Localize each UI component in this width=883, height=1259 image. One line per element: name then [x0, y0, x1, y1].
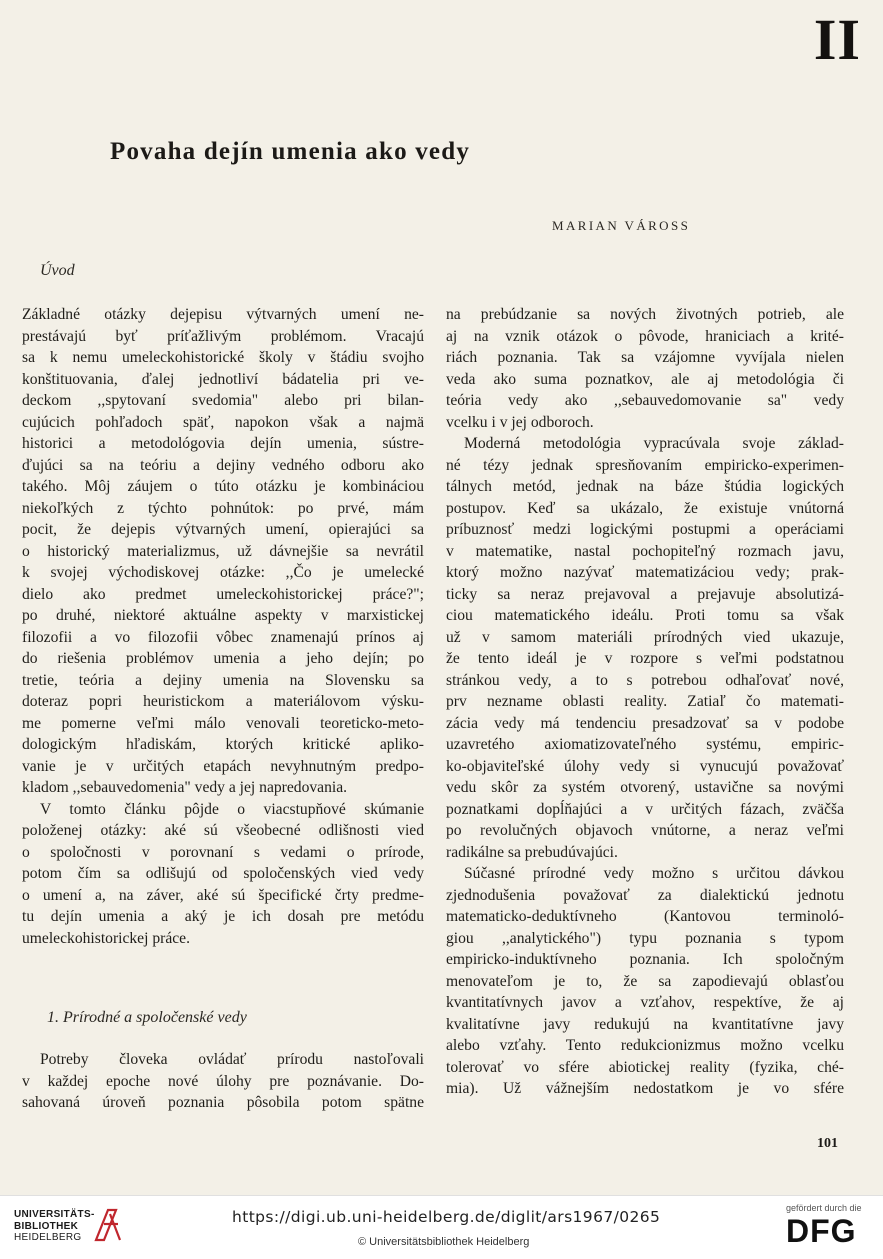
text-line: uzavretého axiomatizovateľného systému, empiric- — [446, 736, 844, 753]
text-line: položenej otázky: aké sú všeobecné odlišnosti vied — [22, 822, 424, 839]
text-line: po druhé, niektoré aktuálne aspekty v marxistickej — [22, 607, 424, 624]
section-heading-intro: Úvod — [40, 262, 75, 279]
text-line: radikálne sa prebudúvajúci. — [446, 843, 618, 861]
text-line: do riešenia problémov umenia a jeho dejín; po — [22, 650, 424, 667]
text-line: sahovaná úroveň poznania pôsobila potom spätne — [22, 1094, 424, 1111]
text-line: mia). Už vážnejším nedostatkom je vo sfére — [446, 1080, 844, 1097]
text-line: matematicko-deduktívneho (Kantovou terminoló- — [446, 908, 844, 925]
text-line: niekoľkých z týchto pohnútok: po prvé, mám — [22, 499, 424, 517]
text-line: Základné otázky dejepisu výtvarných umení ne- — [22, 306, 424, 323]
text-line: vedu skôr za systém otvorený, ustavične sa novými — [446, 779, 844, 796]
copyright-text: © Universitätsbibliothek Heidelberg — [358, 1236, 530, 1248]
page-number: 101 — [817, 1136, 838, 1151]
text-line: takého. Môj záujem o túto otázku je kombináciou — [22, 478, 424, 495]
text-line: giou ,,analytického") typu poznania s typom — [446, 929, 844, 947]
library-name — [14, 1209, 95, 1244]
text-line: me pomerne veľmi málo venovali teoreticko-meto- — [22, 714, 424, 732]
text-line: historici a metodológovia dejín umenia, sústre- — [22, 435, 424, 452]
text-line: veda ako suma poznatkov, ale aj metodológia či — [446, 370, 844, 388]
library-logo-icon — [92, 1204, 122, 1244]
text-line: zácia vedy má tendenciu presadzovať sa v podobe — [446, 714, 844, 732]
left-column-intro — [22, 304, 424, 949]
chapter-numeral: II — [813, 7, 861, 72]
text-line: vcelku i v jej odboroch. — [446, 413, 594, 431]
text-line: empiricko-induktívneho poznania. Ich spoločným — [446, 951, 844, 968]
text-line: konštituovania, ďalej jednotliví bádatelia pri ve- — [22, 370, 424, 388]
text-line: ciou matematického ideálu. Proti tomu sa však — [446, 607, 844, 624]
text-line: kladom ,,sebauvedomenia" vedy a jej napredovania. — [22, 779, 348, 796]
text-line: stránkou vedy, a to s potrebou odhaľovať nové, — [446, 671, 844, 689]
text-line: príbuznosť medzi logickými postupmi a operáciami — [446, 521, 844, 538]
text-line: doteraz popri heuristickom a materiálovom výsku- — [22, 693, 424, 710]
text-line: poznatkami dopĺňajúci a v určitých fázach, zväčša — [446, 800, 844, 818]
text-line: cujúcich pohľadoch späť, napokon však a najmä — [22, 413, 424, 431]
text-line: tu dejín umenia a aký je ich dosah pre metódu — [22, 908, 424, 925]
text-line: Súčasné prírodné vedy možno s určitou dávkou — [464, 865, 844, 882]
text-line: aj na vznik otázok o pôvode, hraniciach a krité- — [446, 327, 844, 345]
text-line: teória vedy ako ,,sebauvedomovanie sa" vedy — [446, 392, 844, 409]
text-line: ktorý možno nazývať matematizáciou vedy; prak- — [446, 564, 844, 581]
text-line: ticky sa neraz prejavoval a prejavuje absolutizá- — [446, 585, 844, 603]
text-line: sa k nemu umeleckohistorické školy v štádiu svojho — [22, 349, 424, 366]
text-line: o historický materializmus, už dávnejšie sa nevrátil — [22, 542, 424, 560]
text-line: v matematike, nastal pochopiteľný rozmach javu, — [446, 542, 844, 560]
library-line-2: BIBLIOTHEK — [14, 1220, 79, 1232]
text-line: už v samom materiáli prírodných vied ukazuje, — [446, 628, 844, 646]
text-line: deckom ,,spytovaní svedomia" alebo pri bilan- — [22, 392, 424, 409]
left-column-section-1 — [22, 1049, 424, 1114]
text-line: ko-objaviteľské úlohy vedy si vynucujú považovať — [446, 757, 844, 775]
text-line: dologickým hľadiskám, ktorých kritické apliko- — [22, 736, 424, 753]
footer-bar — [0, 1195, 883, 1259]
right-column — [446, 304, 844, 1100]
text-line: po revolučných objavoch vnútorne, a neraz veľmi — [446, 822, 844, 839]
text-line: né tézy jednak spresňovaním empiricko-experimen- — [446, 456, 844, 474]
permalink-url[interactable]: https://digi.ub.uni-heidelberg.de/diglit/ars1967/0265 — [232, 1208, 661, 1226]
text-line: v každej epoche nové úlohy pre poznávanie. Do- — [22, 1072, 424, 1090]
text-line: riách poznania. Tak sa vzájomne vyvíjala nielen — [446, 349, 844, 366]
text-line: pocit, že dejepis výtvarných umení, opierajúci sa — [22, 521, 424, 538]
funded-by-text: gefördert durch die — [786, 1203, 862, 1213]
text-line: filozofii a vo filozofii vôbec znamenajú prínos aj — [22, 628, 424, 646]
text-line: kvantitatívnych javov a vzťahov, respektíve, že aj — [446, 994, 844, 1011]
text-line: prestávajú byť príťažlivým problémom. Vracajú — [22, 327, 424, 345]
library-line-1: UNIVERSITÄTS- — [14, 1209, 95, 1220]
article-title: Povaha dejín umenia ako vedy — [110, 138, 471, 165]
text-line: prv nezname oblasti reality. Zatiaľ čo matemati- — [446, 693, 844, 710]
text-line: kvalitatívne javy redukujú na kvantitatívne javy — [446, 1015, 844, 1033]
text-line: na prebúdzanie sa nových životných potrieb, ale — [446, 306, 844, 323]
text-line: umeleckohistorickej práce. — [22, 929, 190, 947]
text-line: menovateľom je to, že sa zapodievajú oblasťou — [446, 972, 844, 990]
text-line: postupov. Keď sa ukázalo, že existuje vnútorná — [446, 499, 844, 517]
text-line: o spoločnosti v porovnaní s vedami o prírode, — [22, 843, 424, 861]
dfg-logo: DFG — [786, 1213, 857, 1249]
article-author: MARIAN VÁROSS — [552, 218, 691, 233]
text-line: tálnych metód, jednak na báze štúdia logických — [446, 478, 844, 495]
text-line: dielo ako predmet umeleckohistorickej práce?"; — [22, 585, 424, 603]
text-line: tolerovať vo sfére abiotickej reality (fyzika, ché- — [446, 1058, 844, 1076]
text-line: tretie, teória a dejiny umenia na Slovensku sa — [22, 671, 424, 689]
text-line: o umení a, na záver, aké sú špecifické črty predme- — [22, 886, 424, 904]
text-line: že tento ideál je v rozpore s veľmi podstatnou — [446, 650, 844, 667]
text-line: Moderná metodológia vypracúvala svoje základ- — [464, 435, 844, 452]
text-line: vanie je v určitých etapách nevyhnutným predpo- — [22, 757, 424, 775]
text-line: zjednodušenia považovať za dialektickú jednotu — [446, 886, 844, 904]
text-line: alebo vzťahy. Tento redukcionizmus možno vcelku — [446, 1037, 844, 1054]
text-line: k svojej východiskovej otázke: ,,Čo je umelecké — [22, 564, 424, 581]
text-line: ďujúci sa na teóriu a dejiny vedného odboru ako — [22, 456, 424, 474]
text-line: V tomto článku pôjde o viacstupňové skúmanie — [40, 800, 424, 818]
text-line: potom čím sa odlišujú od spoločenských vied vedy — [22, 865, 424, 882]
library-line-3: HEIDELBERG — [14, 1232, 82, 1243]
section-heading-1: 1. Prírodné a spoločenské vedy — [47, 1009, 247, 1026]
text-line: Potreby človeka ovládať prírodu nastoľovali — [40, 1051, 424, 1068]
